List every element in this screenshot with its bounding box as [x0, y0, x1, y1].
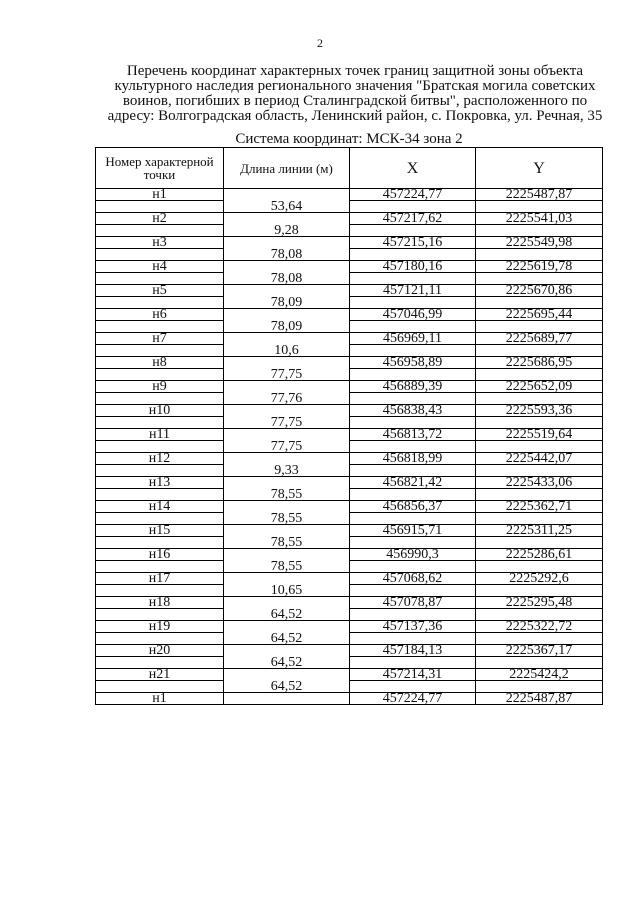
- point-name-cell: н11: [96, 429, 224, 441]
- x-coordinate-cell: 457180,16: [350, 261, 476, 273]
- point-name-cell: н1: [96, 693, 224, 705]
- table-header-row: [96, 148, 603, 189]
- y-coordinate-cell: 2225652,09: [476, 381, 603, 393]
- y-coordinate-cell: 2225695,44: [476, 309, 603, 321]
- table-row: [96, 429, 603, 441]
- x-coordinate-cell: 457046,99: [350, 309, 476, 321]
- table-row: [96, 693, 603, 705]
- x-coordinate-cell: 456838,43: [350, 405, 476, 417]
- y-coordinate-cell: 2225541,03: [476, 213, 603, 225]
- x-coordinate-cell: 456958,89: [350, 357, 476, 369]
- y-coordinate-cell: 2225689,77: [476, 333, 603, 345]
- x-coordinate-cell: 456821,42: [350, 477, 476, 489]
- x-coordinate-cell: 456856,37: [350, 501, 476, 513]
- segment-length-cell: 64,52: [224, 633, 350, 645]
- y-coordinate-cell: 2225549,98: [476, 237, 603, 249]
- y-coordinate-cell: 2225519,64: [476, 429, 603, 441]
- segment-length-cell: 64,52: [224, 681, 350, 693]
- segment-length-cell: 78,09: [224, 321, 350, 333]
- y-coordinate-cell: 2225322,72: [476, 621, 603, 633]
- table-row: [96, 573, 603, 585]
- x-coordinate-cell: 456889,39: [350, 381, 476, 393]
- table-row: [96, 597, 603, 609]
- header-line-length: Длина линии (м): [224, 148, 350, 189]
- segment-length-cell: 77,76: [224, 393, 350, 405]
- segment-length-cell: 9,33: [224, 465, 350, 477]
- table-row: [96, 669, 603, 681]
- x-coordinate-cell: 456990,3: [350, 549, 476, 561]
- x-coordinate-cell: 457214,31: [350, 669, 476, 681]
- table-row: [96, 357, 603, 369]
- table-row: [96, 189, 603, 201]
- x-coordinate-cell: 457078,87: [350, 597, 476, 609]
- table-row: [96, 621, 603, 633]
- segment-length-cell: 64,52: [224, 609, 350, 621]
- segment-length-cell: 64,52: [224, 657, 350, 669]
- x-coordinate-cell: 457224,77: [350, 189, 476, 201]
- table-row: [96, 237, 603, 249]
- x-coordinate-cell: 457068,62: [350, 573, 476, 585]
- point-name-cell: н18: [96, 597, 224, 609]
- point-name-cell: н8: [96, 357, 224, 369]
- x-coordinate-cell: 457215,16: [350, 237, 476, 249]
- header-point-number: Номер характерной точки: [96, 148, 224, 189]
- point-name-cell: н20: [96, 645, 224, 657]
- table-row: [96, 405, 603, 417]
- x-coordinate-cell: 457224,77: [350, 693, 476, 705]
- y-coordinate-cell: 2225295,48: [476, 597, 603, 609]
- segment-length-cell: 53,64: [224, 201, 350, 213]
- x-coordinate-cell: 456969,11: [350, 333, 476, 345]
- y-coordinate-cell: 2225424,2: [476, 669, 603, 681]
- coordinates-table: [95, 147, 603, 705]
- y-coordinate-cell: 2225593,36: [476, 405, 603, 417]
- point-name-cell: н1: [96, 189, 224, 201]
- title-line: Перечень координат характерных точек границ защитной зоны объекта: [126, 63, 584, 79]
- point-name-cell: н17: [96, 573, 224, 585]
- page-number: 2: [317, 36, 323, 50]
- point-name-cell: н21: [96, 669, 224, 681]
- point-name-cell: н2: [96, 213, 224, 225]
- y-coordinate-cell: 2225362,71: [476, 501, 603, 513]
- point-name-cell: н7: [96, 333, 224, 345]
- empty-length-cell: [224, 693, 350, 705]
- table-row: [96, 285, 603, 297]
- title-line: культурного наследия регионального значения "Братская могила советских: [114, 78, 596, 94]
- table-row: [96, 261, 603, 273]
- table-row: [96, 501, 603, 513]
- table-row: [96, 309, 603, 321]
- y-coordinate-cell: 2225286,61: [476, 549, 603, 561]
- point-name-cell: н16: [96, 549, 224, 561]
- point-name-cell: н3: [96, 237, 224, 249]
- title-line: воинов, погибших в период Сталинградской битвы", расположенного по: [122, 93, 588, 109]
- table-row: [96, 381, 603, 393]
- segment-length-cell: 10,6: [224, 345, 350, 357]
- x-coordinate-cell: 457217,62: [350, 213, 476, 225]
- coordinate-system-caption: Система координат: МСК-34 зона 2: [235, 131, 463, 147]
- y-coordinate-cell: 2225442,07: [476, 453, 603, 465]
- header-x: X: [350, 148, 476, 189]
- segment-length-cell: 77,75: [224, 441, 350, 453]
- segment-length-cell: 77,75: [224, 369, 350, 381]
- point-name-cell: н4: [96, 261, 224, 273]
- point-name-cell: н9: [96, 381, 224, 393]
- segment-length-cell: 78,09: [224, 297, 350, 309]
- y-coordinate-cell: 2225487,87: [476, 693, 603, 705]
- y-coordinate-cell: 2225487,87: [476, 189, 603, 201]
- x-coordinate-cell: 457137,36: [350, 621, 476, 633]
- table-row: [96, 477, 603, 489]
- segment-length-cell: 77,75: [224, 417, 350, 429]
- table-row: [96, 525, 603, 537]
- segment-length-cell: 78,55: [224, 561, 350, 573]
- point-name-cell: н19: [96, 621, 224, 633]
- y-coordinate-cell: 2225619,78: [476, 261, 603, 273]
- table-row: [96, 549, 603, 561]
- table-body: [96, 189, 603, 705]
- point-name-cell: н5: [96, 285, 224, 297]
- x-coordinate-cell: 457121,11: [350, 285, 476, 297]
- segment-length-cell: 78,55: [224, 537, 350, 549]
- table-row: [96, 333, 603, 345]
- point-name-cell: н10: [96, 405, 224, 417]
- title-line: адресу: Волгоградская область, Ленинский район, с. Покровка, ул. Речная, 35: [107, 108, 603, 124]
- y-coordinate-cell: 2225292,6: [476, 573, 603, 585]
- point-name-cell: н14: [96, 501, 224, 513]
- segment-length-cell: 10,65: [224, 585, 350, 597]
- point-name-cell: н15: [96, 525, 224, 537]
- document-title: [90, 64, 620, 124]
- x-coordinate-cell: 456915,71: [350, 525, 476, 537]
- table-row: [96, 453, 603, 465]
- y-coordinate-cell: 2225686,95: [476, 357, 603, 369]
- x-coordinate-cell: 457184,13: [350, 645, 476, 657]
- point-name-cell: н12: [96, 453, 224, 465]
- x-coordinate-cell: 456813,72: [350, 429, 476, 441]
- y-coordinate-cell: 2225311,25: [476, 525, 603, 537]
- point-name-cell: н13: [96, 477, 224, 489]
- segment-length-cell: 78,08: [224, 249, 350, 261]
- y-coordinate-cell: 2225367,17: [476, 645, 603, 657]
- y-coordinate-cell: 2225670,86: [476, 285, 603, 297]
- x-coordinate-cell: 456818,99: [350, 453, 476, 465]
- segment-length-cell: 78,08: [224, 273, 350, 285]
- segment-length-cell: 78,55: [224, 513, 350, 525]
- y-coordinate-cell: 2225433,06: [476, 477, 603, 489]
- segment-length-cell: 9,28: [224, 225, 350, 237]
- segment-length-cell: 78,55: [224, 489, 350, 501]
- table-row: [96, 645, 603, 657]
- point-name-cell: н6: [96, 309, 224, 321]
- table-row: [96, 213, 603, 225]
- header-y: Y: [476, 148, 603, 189]
